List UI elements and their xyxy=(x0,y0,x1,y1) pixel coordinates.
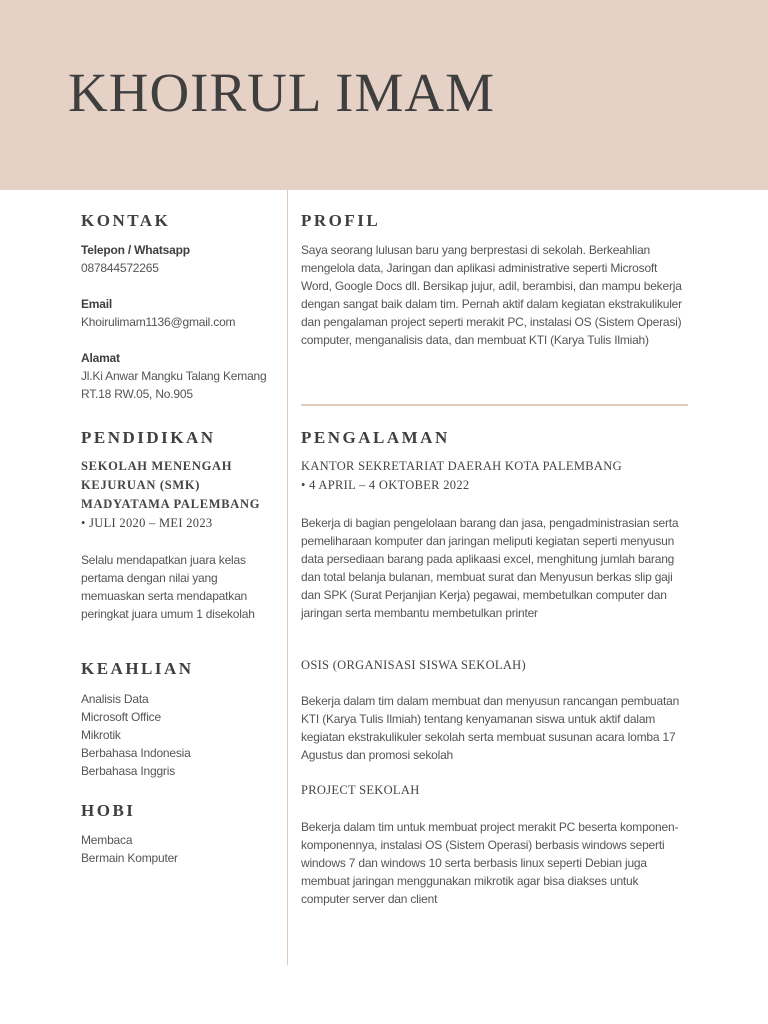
phone-label: Telepon / Whatsapp xyxy=(81,243,190,257)
skill-item: Analisis Data xyxy=(81,692,149,706)
column-divider xyxy=(287,190,288,965)
job-description: Bekerja di bagian pengelolaan barang dan jasa, pengadministrasian serta pemeliharaan komputer dan jaringan meliputi kegiatan seperti menyusun data persediaan barang pada aplikaasi excel, menghitung jumlah barang dan total belanja bulanan, membuat surat dan Menyusun berkas slip gaji dan SPK (Surat Perjanjian Kerja) pegawai, membetulkan computer dan jaringan serta membantu membetulkan printer xyxy=(301,516,679,620)
skill-item: Microsoft Office xyxy=(81,710,161,724)
name-header-band xyxy=(0,0,768,190)
job-title: KANTOR SEKRETARIAT DAERAH KOTA PALEMBANG xyxy=(301,459,622,473)
education-entry xyxy=(81,457,260,533)
profile-divider xyxy=(301,404,688,406)
address-line-2: RT.18 RW.05, No.905 xyxy=(81,387,193,401)
job-title: OSIS (ORGANISASI SISWA SEKOLAH) xyxy=(301,658,526,672)
pengalaman-heading: PENGALAMAN xyxy=(301,428,450,447)
education-description: Selalu mendapatkan juara kelas pertama dengan nilai yang memuaskan serta mendapatkan peringkat juara umum 1 disekolah xyxy=(81,553,255,621)
profile-text: Saya seorang lulusan baru yang berprestasi di sekolah. Berkeahlian mengelola data, Jaringan dan aplikasi administrative seperti Microsoft Word, Google Docs dll. Bersikap jujur, adil, berambisi, dan mampu bekerja dengan sangat baik dalam tim. Pernah aktif dalam kegiatan ekstrakulikuler dan pengalaman project seperti merakit PC, instalasi OS (Sistem Operasi) computer, menganalisis data, dan membuat KTI (Karya Tulis Ilmiah) xyxy=(301,243,682,347)
education-period: • JULI 2020 – MEI 2023 xyxy=(81,516,213,530)
address-block xyxy=(81,349,267,403)
phone-value: 087844572265 xyxy=(81,261,159,275)
profil-heading: PROFIL xyxy=(301,211,381,230)
email-block xyxy=(81,295,235,331)
skill-item: Mikrotik xyxy=(81,728,121,742)
job-title: PROJECT SEKOLAH xyxy=(301,783,420,797)
phone-block xyxy=(81,241,190,277)
address-label: Alamat xyxy=(81,351,120,365)
job-period: • 4 APRIL – 4 OKTOBER 2022 xyxy=(301,478,470,492)
email-label: Email xyxy=(81,297,113,311)
job-description: Bekerja dalam tim dalam membuat dan menyusun rancangan pembuatan KTI (Karya Tulis Ilmiah) tentang kenyamanan siswa untuk aktif dalam kegiatan ekstrakulikuler sekolah serta membuat susunan acara lomba 17 Agustus dan promosi sekolah xyxy=(301,694,680,762)
school-name-line-3: MADYATAMA PALEMBANG xyxy=(81,497,261,511)
address-line-1: Jl.Ki Anwar Mangku Talang Kemang xyxy=(81,369,267,383)
job-entry-1 xyxy=(301,457,622,495)
job-description: Bekerja dalam tim untuk membuat project merakit PC beserta komponen-komponennya, instalasi OS (Sistem Operasi) berbasis windows seperti windows 7 dan windows 10 serta berbasis linux seperti Debian juga membuat jaringan menggunakan mikrotik agar bisa diakses untuk computer server dan client xyxy=(301,820,679,906)
hobby-item: Membaca xyxy=(81,833,133,847)
kontak-heading: KONTAK xyxy=(81,211,171,230)
skill-item: Berbahasa Inggris xyxy=(81,764,175,778)
keahlian-heading: KEAHLIAN xyxy=(81,659,194,678)
pendidikan-heading: PENDIDIKAN xyxy=(81,428,216,447)
candidate-name: KHOIRUL IMAM xyxy=(68,62,496,123)
hobby-item: Bermain Komputer xyxy=(81,851,178,865)
email-value: Khoirulimam1136@gmail.com xyxy=(81,315,236,329)
skills-list xyxy=(81,690,191,780)
hobi-heading: HOBI xyxy=(81,801,136,820)
skill-item: Berbahasa Indonesia xyxy=(81,746,191,760)
hobbies-list xyxy=(81,831,178,867)
school-name-line-2: KEJURUAN (SMK) xyxy=(81,478,201,492)
school-name-line-1: SEKOLAH MENENGAH xyxy=(81,459,233,473)
